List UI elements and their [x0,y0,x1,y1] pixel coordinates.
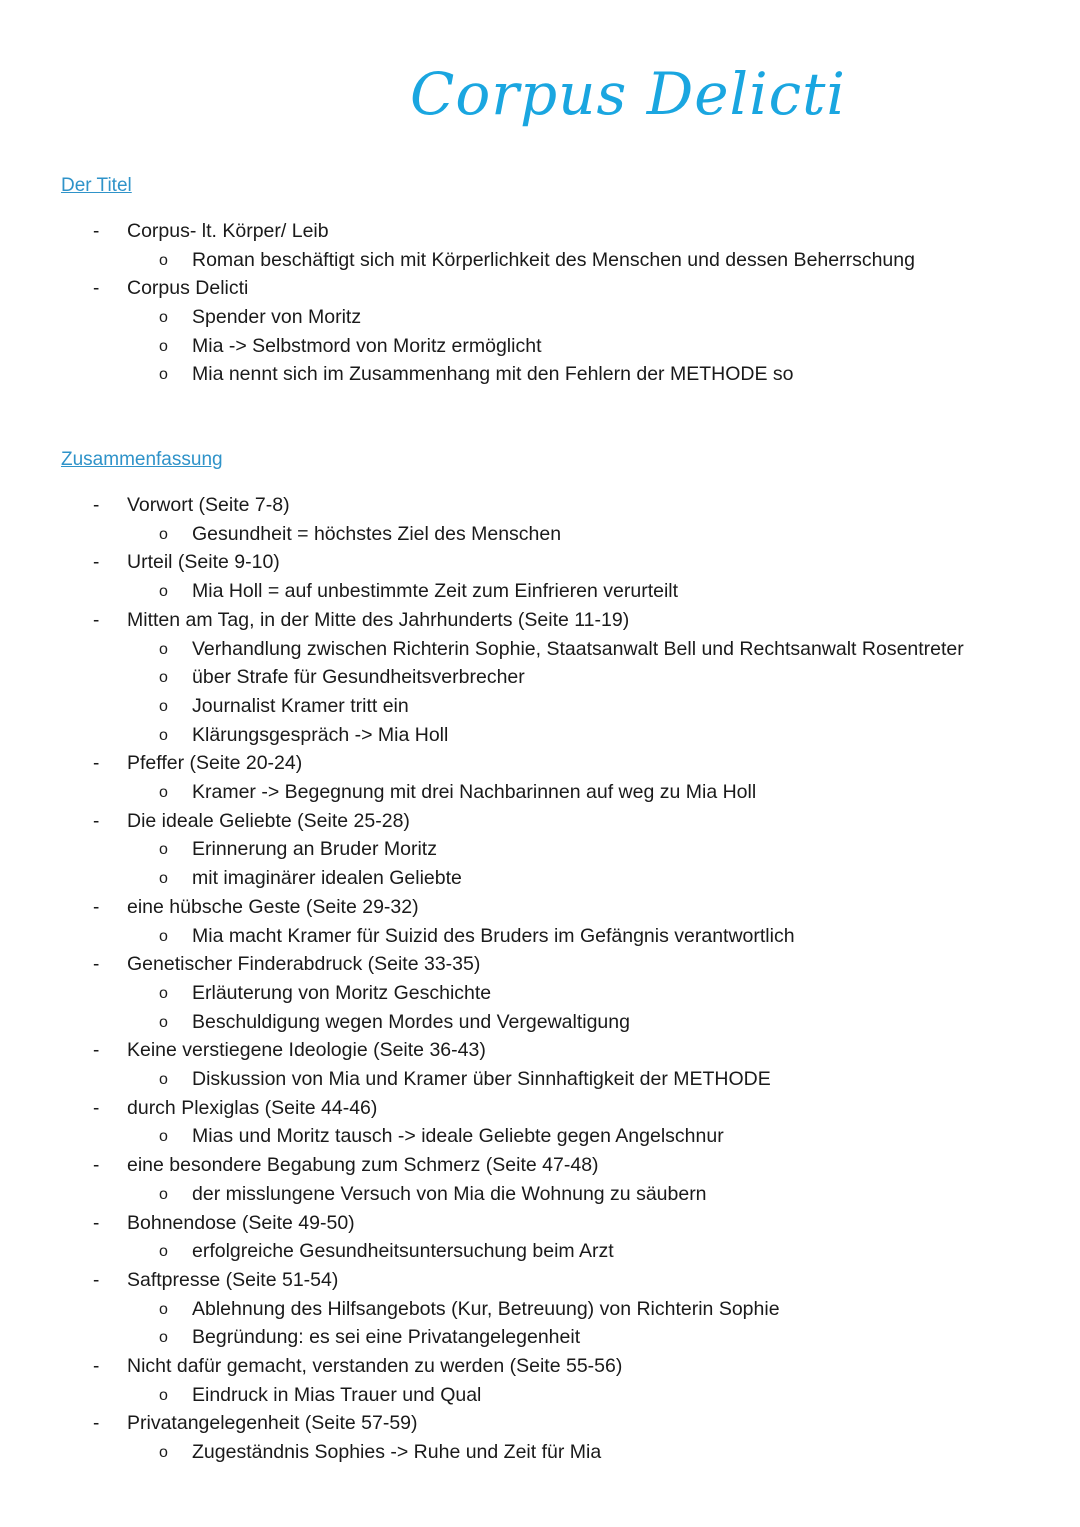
list-subitem: Mia Holl = auf unbestimmte Zeit zum Einfrieren verurteilt [192,580,679,602]
list-bullet-marker: o [159,985,168,1002]
list-bullet-marker: o [159,1301,168,1318]
list-bullet-marker: o [159,784,168,801]
list-item: Keine verstiegene Ideologie (Seite 36-43) [127,1039,486,1061]
list-subitem: über Strafe für Gesundheitsverbrecher [192,666,525,688]
list-bullet-marker: o [159,928,168,945]
list-subitem: Mias und Moritz tausch -> ideale Geliebte gegen Angelschnur [192,1125,724,1147]
list-bullet-marker: o [159,1387,168,1404]
list-item: Corpus- lt. Körper/ Leib [127,220,329,242]
list-subitem: Ablehnung des Hilfsangebots (Kur, Betreuung) von Richterin Sophie [192,1298,780,1320]
list-item: Corpus Delicti [127,277,249,299]
list-bullet-marker: o [159,526,168,543]
list-dash-marker: - [93,278,100,299]
list-subitem: Verhandlung zwischen Richterin Sophie, Staatsanwalt Bell und Rechtsanwalt Rosentreter [192,638,964,660]
list-item: Mitten am Tag, in der Mitte des Jahrhunderts (Seite 11-19) [127,609,630,631]
list-item: Bohnendose (Seite 49-50) [127,1212,355,1234]
list-subitem: Zugeständnis Sophies -> Ruhe und Zeit für Mia [192,1441,602,1463]
list-bullet-marker: o [159,252,168,269]
list-item: Genetischer Finderabdruck (Seite 33-35) [127,953,481,975]
list-bullet-marker: o [159,338,168,355]
list-subitem: Kramer -> Begegnung mit drei Nachbarinnen auf weg zu Mia Holl [192,781,757,803]
list-subitem: Gesundheit = höchstes Ziel des Menschen [192,523,562,545]
list-item: Urteil (Seite 9-10) [127,551,280,573]
list-bullet-marker: o [159,309,168,326]
list-subitem: der misslungene Versuch von Mia die Wohnung zu säubern [192,1183,707,1205]
list-item: durch Plexiglas (Seite 44-46) [127,1097,378,1119]
list-bullet-marker: o [159,841,168,858]
list-bullet-marker: o [159,1444,168,1461]
list-subitem: Begründung: es sei eine Privatangelegenheit [192,1326,581,1348]
list-bullet-marker: o [159,1243,168,1260]
list-subitem: Eindruck in Mias Trauer und Qual [192,1384,482,1406]
list-item: Saftpresse (Seite 51-54) [127,1269,339,1291]
list-subitem: Mia macht Kramer für Suizid des Bruders im Gefängnis verantwortlich [192,925,795,947]
section-heading: Zusammenfassung [61,449,223,470]
list-subitem: Spender von Moritz [192,306,362,328]
list-bullet-marker: o [159,669,168,686]
list-bullet-marker: o [159,870,168,887]
list-bullet-marker: o [159,583,168,600]
list-item: eine besondere Begabung zum Schmerz (Seite 47-48) [127,1154,599,1176]
list-dash-marker: - [93,1040,100,1061]
list-bullet-marker: o [159,1186,168,1203]
list-dash-marker: - [93,753,100,774]
list-bullet-marker: o [159,1071,168,1088]
list-dash-marker: - [93,1098,100,1119]
list-item: Die ideale Geliebte (Seite 25-28) [127,810,410,832]
list-bullet-marker: o [159,366,168,383]
list-subitem: mit imaginärer idealen Geliebte [192,867,462,889]
list-item: Vorwort (Seite 7-8) [127,494,290,516]
list-subitem: Mia nennt sich im Zusammenhang mit den Fehlern der METHODE so [192,363,794,385]
list-subitem: Mia -> Selbstmord von Moritz ermöglicht [192,335,542,357]
list-subitem: Roman beschäftigt sich mit Körperlichkeit des Menschen und dessen Beherrschung [192,249,915,271]
list-item: Privatangelegenheit (Seite 57-59) [127,1412,418,1434]
list-subitem: Klärungsgespräch -> Mia Holl [192,724,449,746]
list-dash-marker: - [93,954,100,975]
list-subitem: Beschuldigung wegen Mordes und Vergewaltigung [192,1011,630,1033]
list-subitem: erfolgreiche Gesundheitsuntersuchung beim Arzt [192,1240,614,1262]
list-dash-marker: - [93,610,100,631]
list-dash-marker: - [93,897,100,918]
list-bullet-marker: o [159,727,168,744]
list-dash-marker: - [93,1213,100,1234]
list-subitem: Journalist Kramer tritt ein [192,695,409,717]
list-item: eine hübsche Geste (Seite 29-32) [127,896,419,918]
list-dash-marker: - [93,1155,100,1176]
list-dash-marker: - [93,1413,100,1434]
list-bullet-marker: o [159,1014,168,1031]
list-item: Nicht dafür gemacht, verstanden zu werden (Seite 55-56) [127,1355,623,1377]
list-dash-marker: - [93,221,100,242]
list-item: Pfeffer (Seite 20-24) [127,752,303,774]
list-subitem: Diskussion von Mia und Kramer über Sinnhaftigkeit der METHODE [192,1068,771,1090]
list-dash-marker: - [93,552,100,573]
list-bullet-marker: o [159,1329,168,1346]
section-heading: Der Titel [61,175,132,196]
list-bullet-marker: o [159,698,168,715]
list-subitem: Erinnerung an Bruder Moritz [192,838,437,860]
list-dash-marker: - [93,495,100,516]
list-subitem: Erläuterung von Moritz Geschichte [192,982,492,1004]
list-bullet-marker: o [159,1128,168,1145]
list-dash-marker: - [93,811,100,832]
list-dash-marker: - [93,1270,100,1291]
list-dash-marker: - [93,1356,100,1377]
document-title: Corpus Delicti [410,60,846,128]
list-bullet-marker: o [159,641,168,658]
